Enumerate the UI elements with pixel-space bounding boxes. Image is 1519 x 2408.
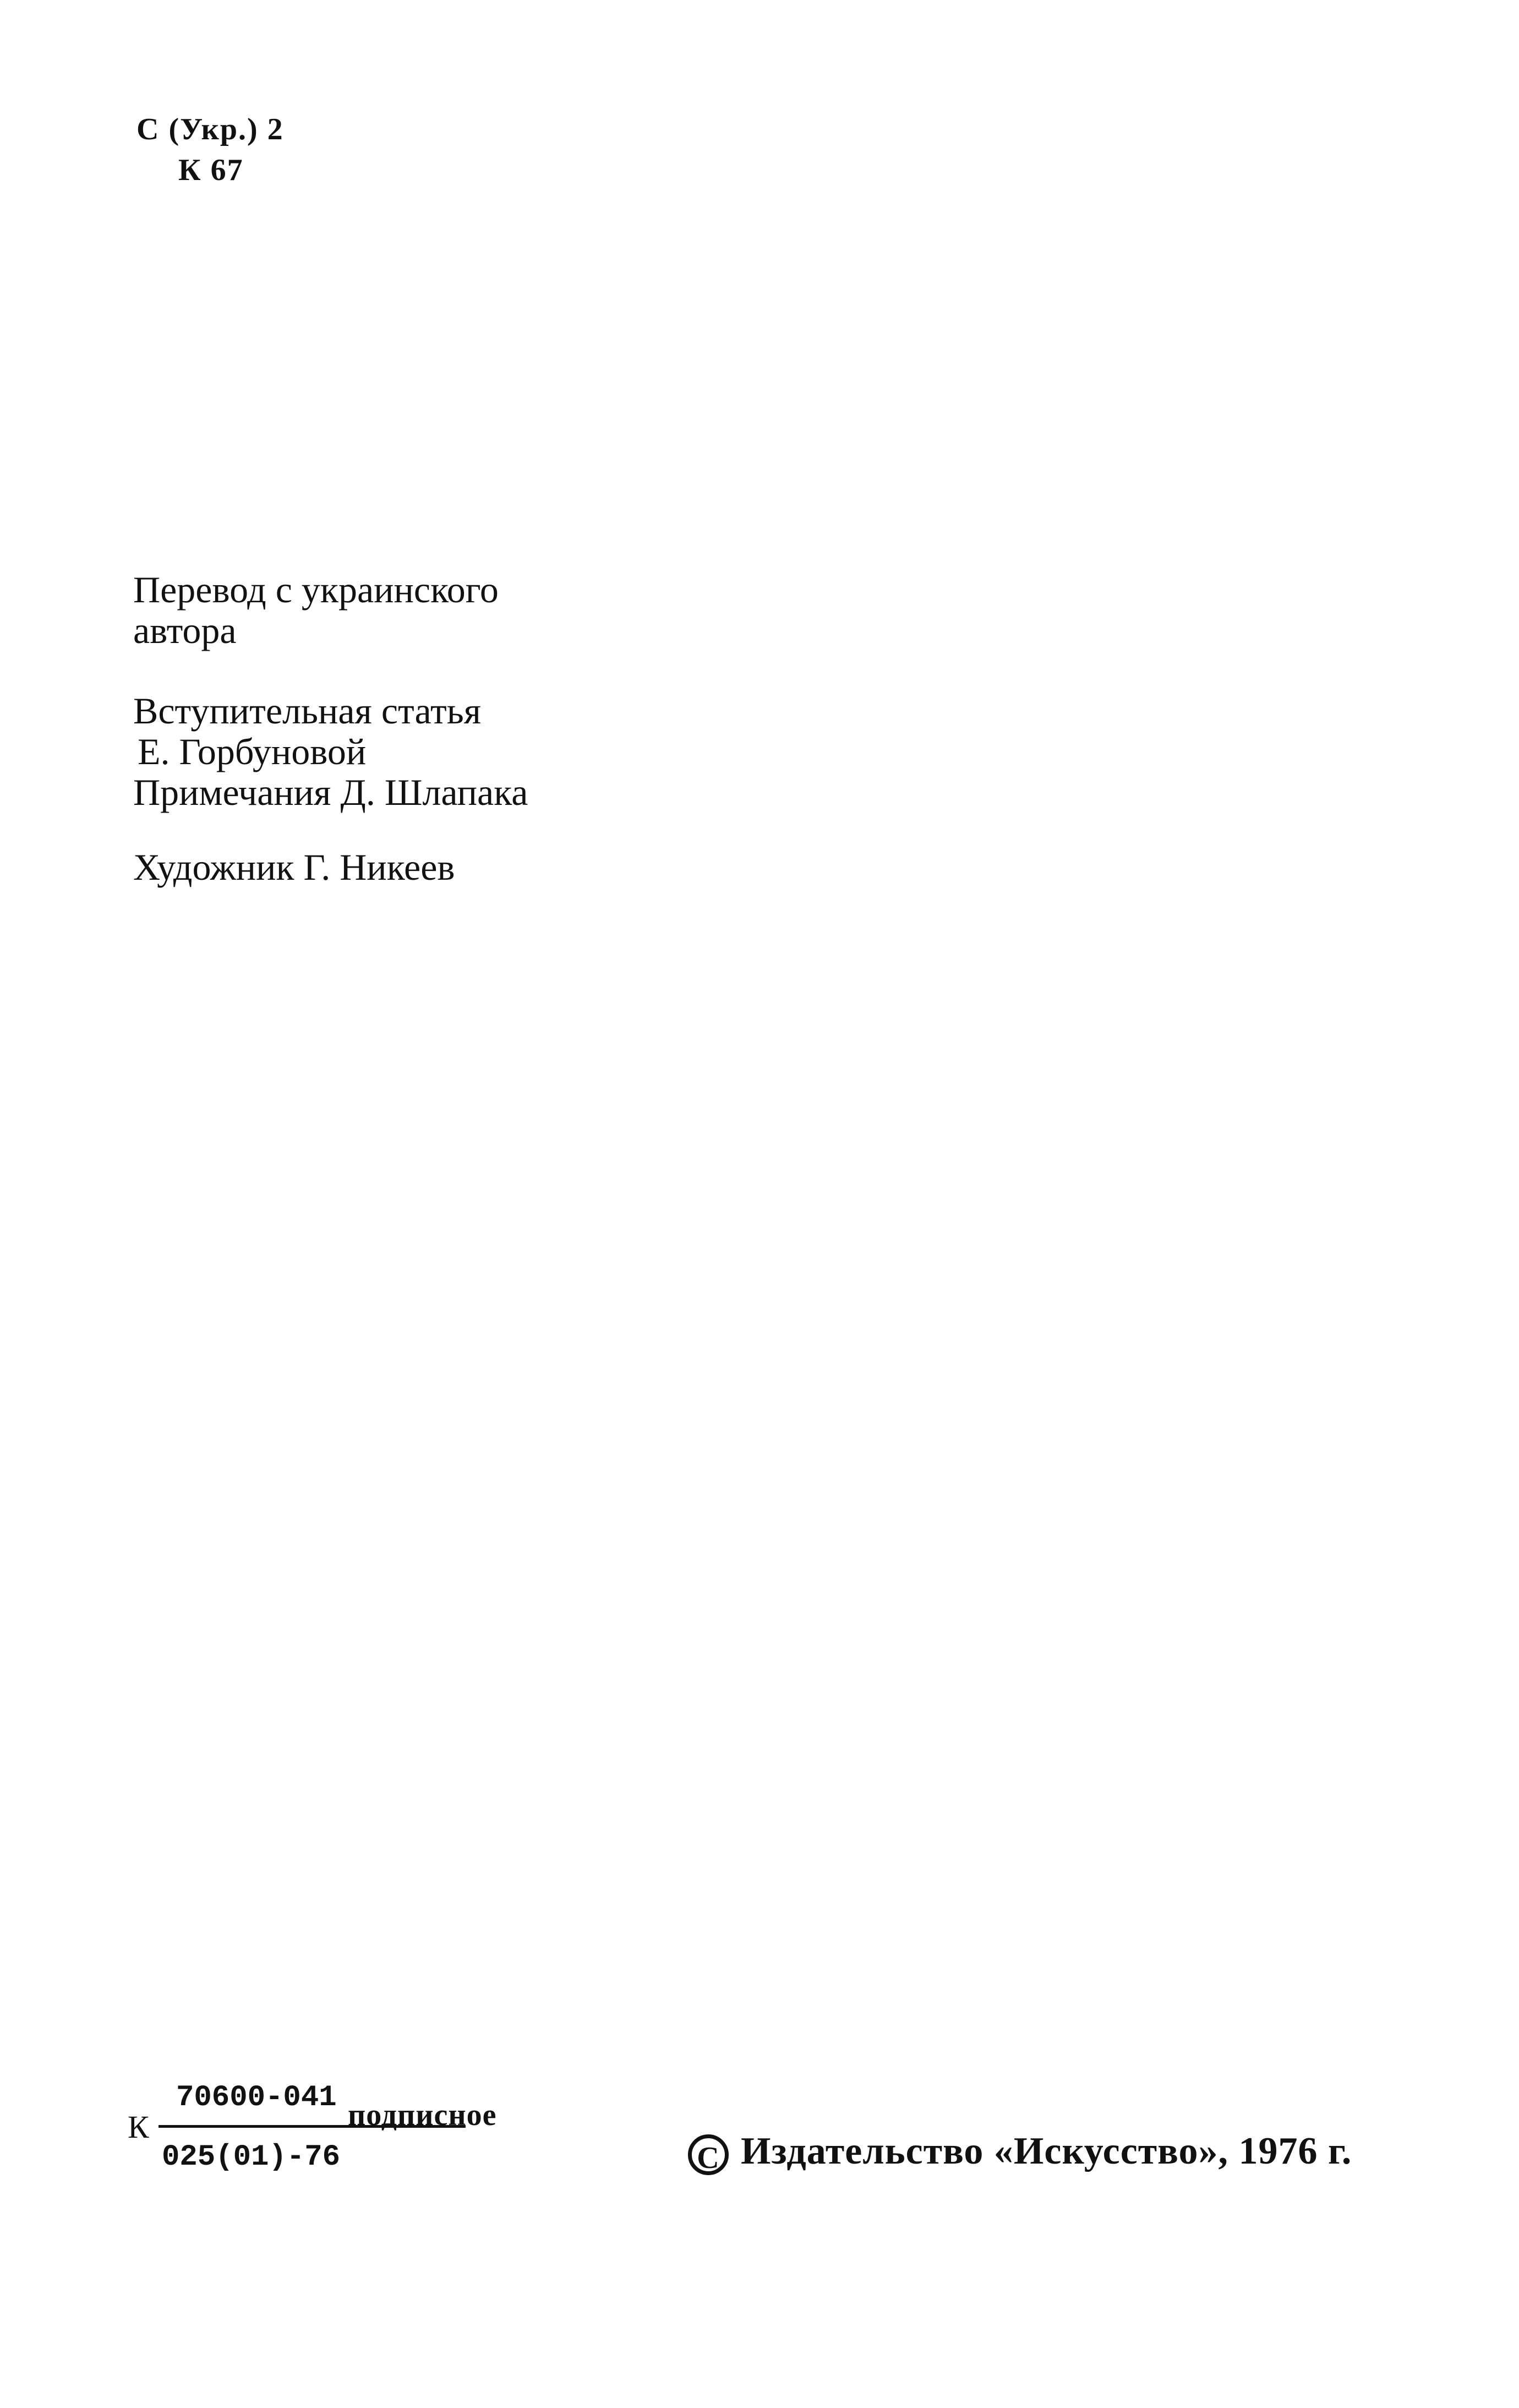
copyright-line <box>688 2129 1352 2175</box>
copyright-icon: C <box>688 2134 729 2175</box>
classification-line-2: К 67 <box>178 153 244 187</box>
catalog-denominator: 025(01)-76 <box>162 2140 341 2174</box>
translation-credit <box>133 569 499 651</box>
catalog-numerator: 70600-041 <box>176 2081 337 2115</box>
translation-credit-line-1: Перевод с украинского <box>133 569 499 611</box>
intro-credit-line-1: Вступительная статья <box>133 690 481 732</box>
notes-credit: Примечания Д. Шлапака <box>133 771 528 813</box>
classification-line-1: С (Укр.) 2 <box>136 112 284 146</box>
library-classification-code <box>136 109 284 190</box>
subscription-label: подписное <box>348 2098 497 2132</box>
copyright-text: Издательство «Искусство», 1976 г. <box>741 2130 1352 2172</box>
catalog-letter: К <box>128 2109 149 2145</box>
catalog-index-fraction <box>128 2081 546 2191</box>
artist-credit: Художник Г. Никеев <box>133 846 455 888</box>
translation-credit-line-2: автора <box>133 609 237 651</box>
intro-and-notes-credit <box>133 690 528 813</box>
intro-credit-line-2: Е. Горбуновой <box>138 731 367 772</box>
